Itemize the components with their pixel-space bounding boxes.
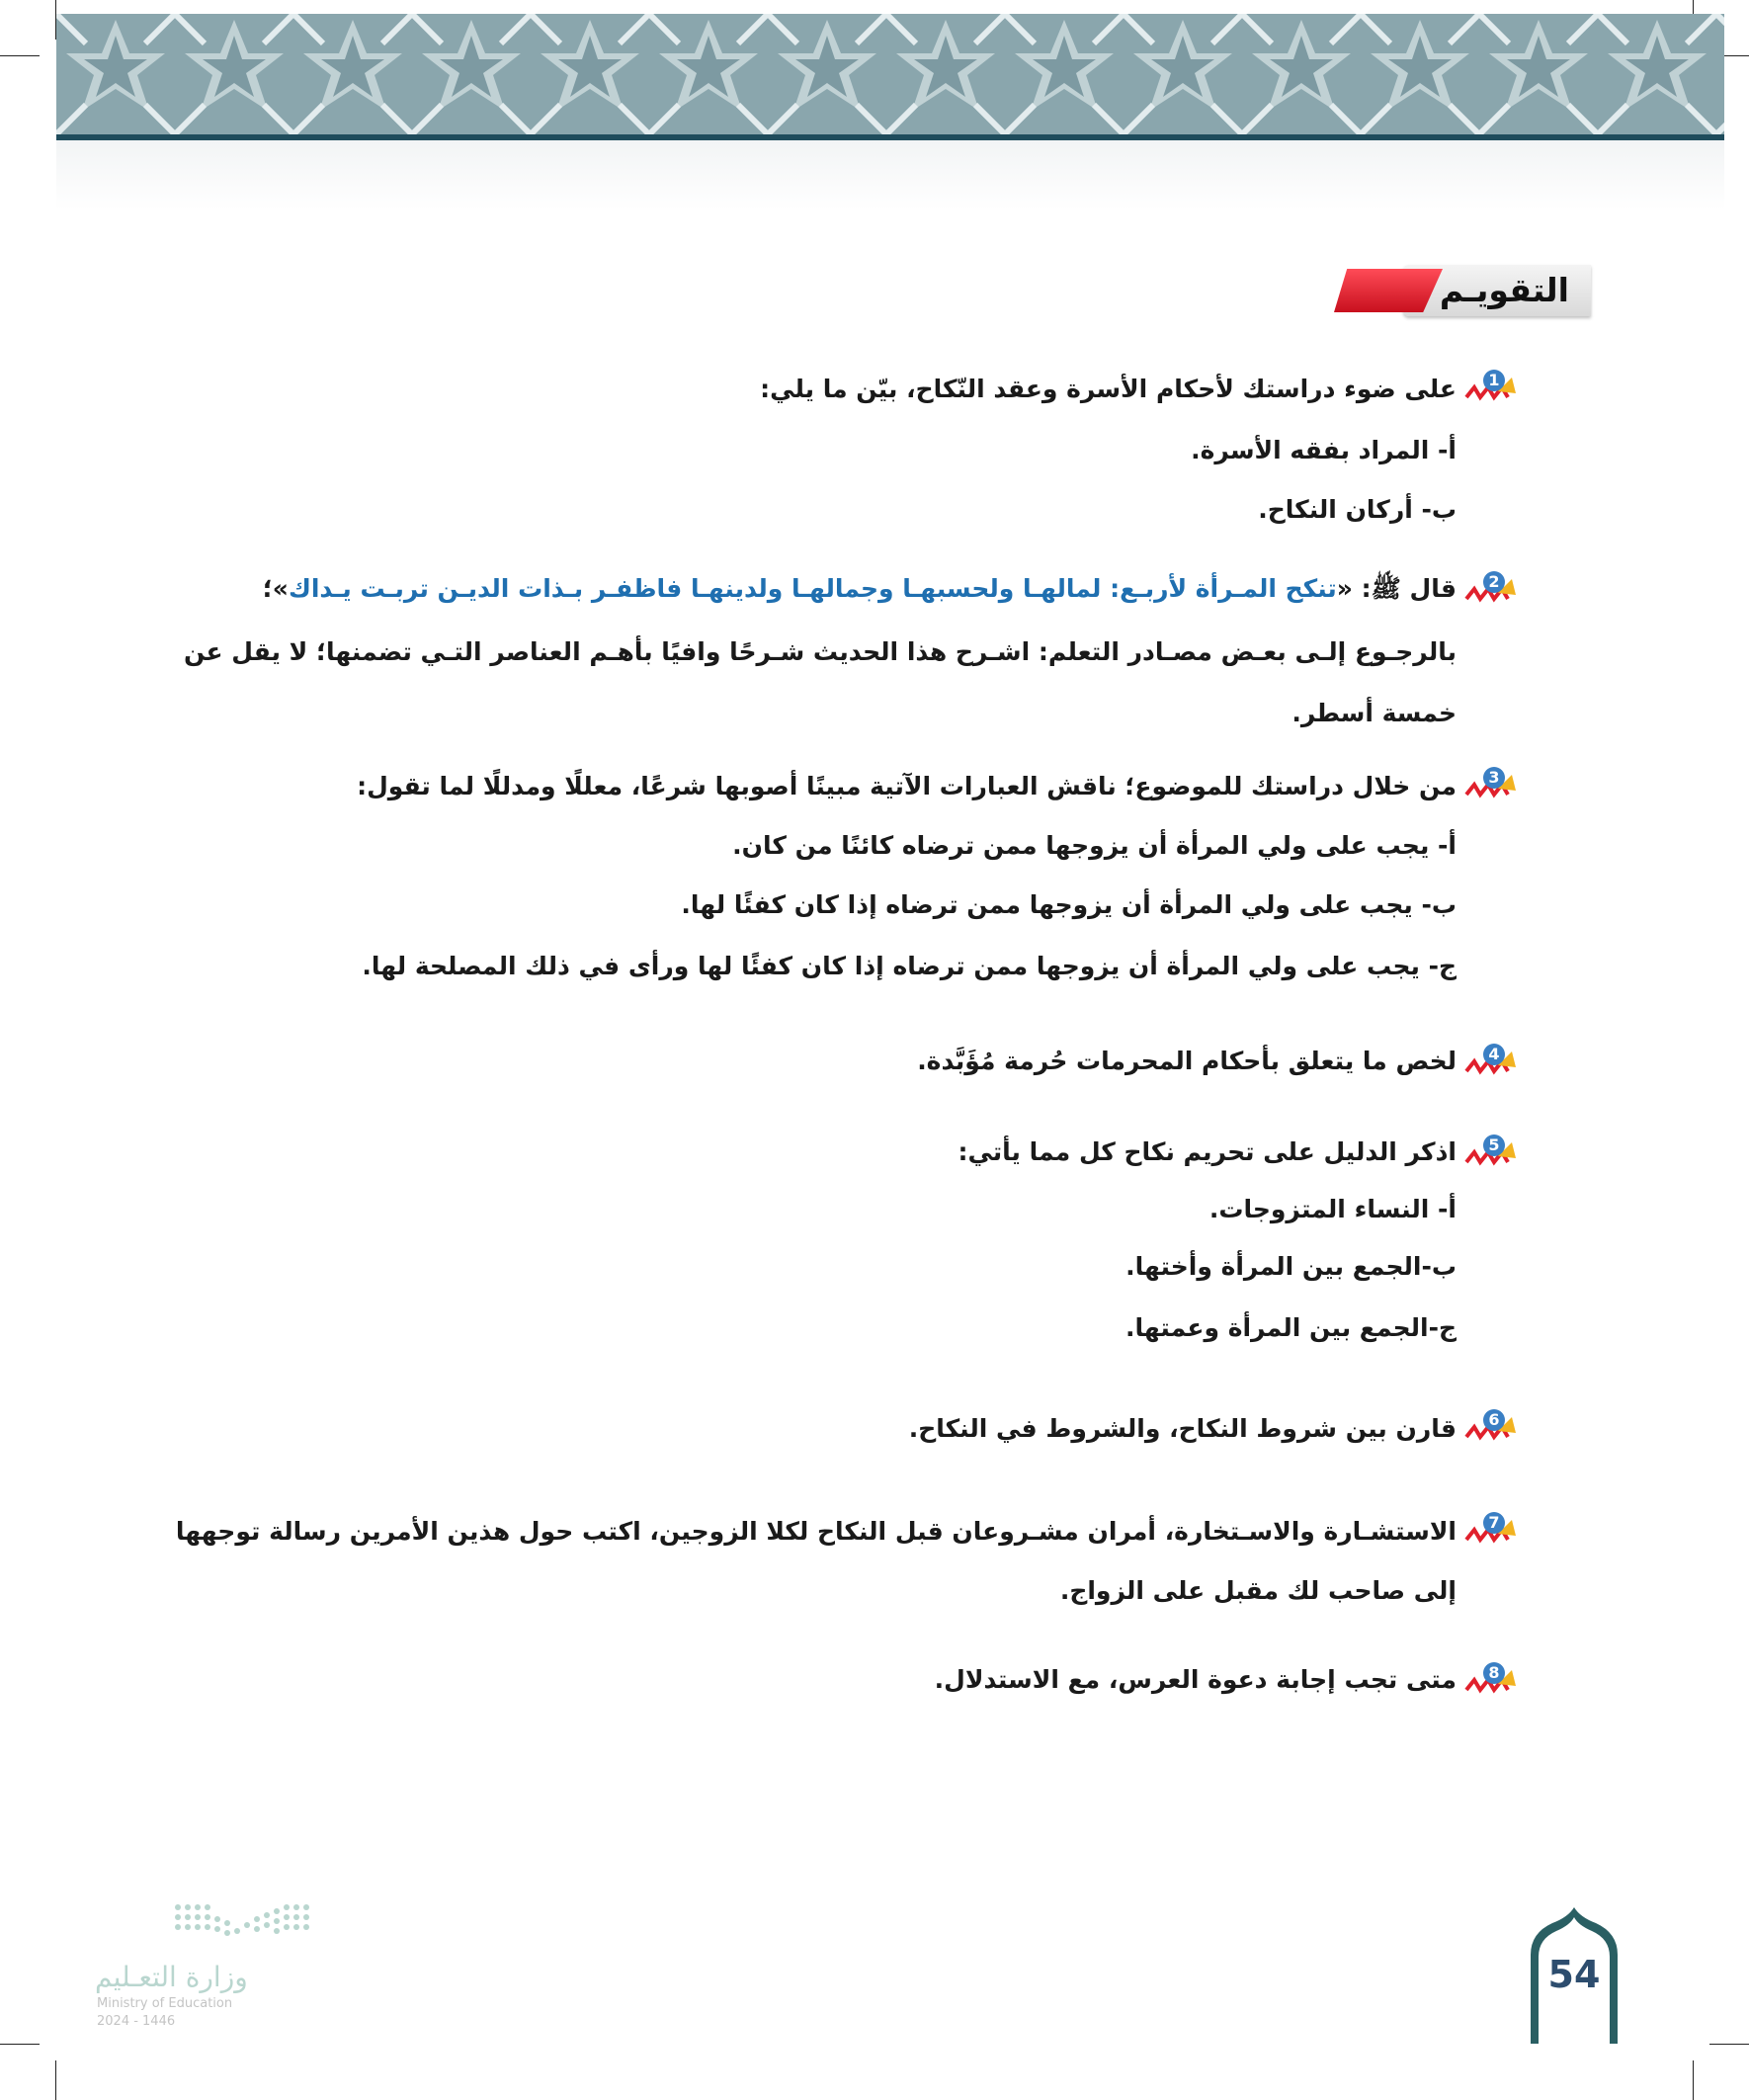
crop-mark (55, 2060, 56, 2100)
question-number: 8 (1483, 1662, 1505, 1684)
question-number: 3 (1483, 767, 1505, 789)
question-number: 4 (1483, 1044, 1505, 1065)
crop-mark (1709, 2044, 1749, 2045)
hadith-suffix: »؛ (262, 574, 289, 603)
section-title: التقويـم (1439, 271, 1569, 309)
question-2-text: بالرجـوع إلـى بعـض مصـادر التعلم: اشـرح هذا الحديث شـرحًا وافيًا بأهـم العناصر التـي تضمنها؛ لا يقل عن (183, 637, 1457, 666)
question-5-text: اذكر الدليل على تحريم نكاح كل مما يأتي: (958, 1137, 1457, 1166)
question-8-text: متى تجب إجابة دعوة العرس، مع الاستدلال. (934, 1665, 1457, 1694)
header-pattern-band (56, 14, 1724, 134)
section-tab (1334, 265, 1591, 320)
question-7-text: الاستشـارة والاسـتخارة، أمران مشـروعان قبل النكاح لكلا الزوجين، اكتب حول هذين الأمرين رسالة توجهها (175, 1517, 1457, 1546)
ministry-dots-icon (95, 1897, 322, 1957)
crop-mark (0, 2044, 40, 2045)
ministry-name-ar: وزارة التعـليم (95, 1961, 248, 1993)
hadith-text: تنكح المـرأة لأربـع: لمالهـا ولحسبهـا وجمالهـا ولدينهـا فاظفـر بـذات الديـن تربـت يـداك (288, 574, 1337, 603)
ministry-logo (95, 1897, 322, 2036)
header-fade (56, 140, 1724, 210)
question-6-text: قارن بين شروط النكاح، والشروط في النكاح. (908, 1414, 1457, 1443)
ministry-name-en: Ministry of Education (97, 1996, 233, 2011)
question-number-icon (1462, 1660, 1518, 1700)
question-5-item-a: أ- النساء المتزوجات. (1208, 1195, 1457, 1223)
crop-mark (0, 55, 40, 56)
question-3-text: من خلال دراستك للموضوع؛ ناقش العبارات الآتية مبينًا أصوبها شرعًا، معللًا ومدللًا لما تقول: (357, 772, 1457, 800)
question-number: 7 (1483, 1512, 1505, 1534)
question-2-text-cont: خمسة أسطر. (1291, 699, 1457, 727)
question-number-icon (1462, 1133, 1518, 1172)
question-1-item-b: ب- أركان النكاح. (1258, 495, 1457, 524)
geometric-pattern-icon (56, 14, 1724, 134)
question-number-icon (1462, 1407, 1518, 1447)
question-number-icon (1462, 1510, 1518, 1550)
question-number-icon (1462, 569, 1518, 609)
page-number-badge (1525, 1905, 1624, 2044)
question-2-hadith-line (263, 573, 1457, 606)
question-3-item-a: أ- يجب على ولي المرأة أن يزوجها ممن ترضاه كائنًا من كان. (732, 831, 1457, 860)
crop-mark (1693, 2060, 1694, 2100)
question-5-item-c: ج-الجمع بين المرأة وعمتها. (1125, 1313, 1457, 1342)
question-number: 1 (1483, 370, 1505, 391)
question-number-icon (1462, 1042, 1518, 1081)
hadith-prefix: قال ﷺ: « (1336, 574, 1457, 603)
question-number: 5 (1483, 1134, 1505, 1156)
page-number: 54 (1547, 1953, 1601, 1996)
question-1-item-a: أ- المراد بفقه الأسرة. (1191, 436, 1457, 464)
question-3-item-c: ج- يجب على ولي المرأة أن يزوجها ممن ترضاه إذا كان كفئًا لها ورأى في ذلك المصلحة لها. (362, 952, 1457, 980)
question-number: 2 (1483, 571, 1505, 593)
question-number-icon (1462, 368, 1518, 407)
question-1-text: على ضوء دراستك لأحكام الأسرة وعقد النّكاح، بيّن ما يلي: (760, 375, 1457, 403)
question-number: 6 (1483, 1409, 1505, 1431)
academic-year: 2024 - 1446 (97, 2014, 176, 2029)
question-number-icon (1462, 765, 1518, 804)
question-4-text: لخص ما يتعلق بأحكام المحرمات حُرمة مُؤَبَّدة. (917, 1047, 1457, 1075)
question-3-item-b: ب- يجب على ولي المرأة أن يزوجها ممن ترضاه إذا كان كفئًا لها. (681, 890, 1457, 919)
question-5-item-b: ب-الجمع بين المرأة وأختها. (1125, 1252, 1457, 1281)
question-7-text-cont: إلى صاحب لك مقبل على الزواج. (1059, 1576, 1457, 1605)
